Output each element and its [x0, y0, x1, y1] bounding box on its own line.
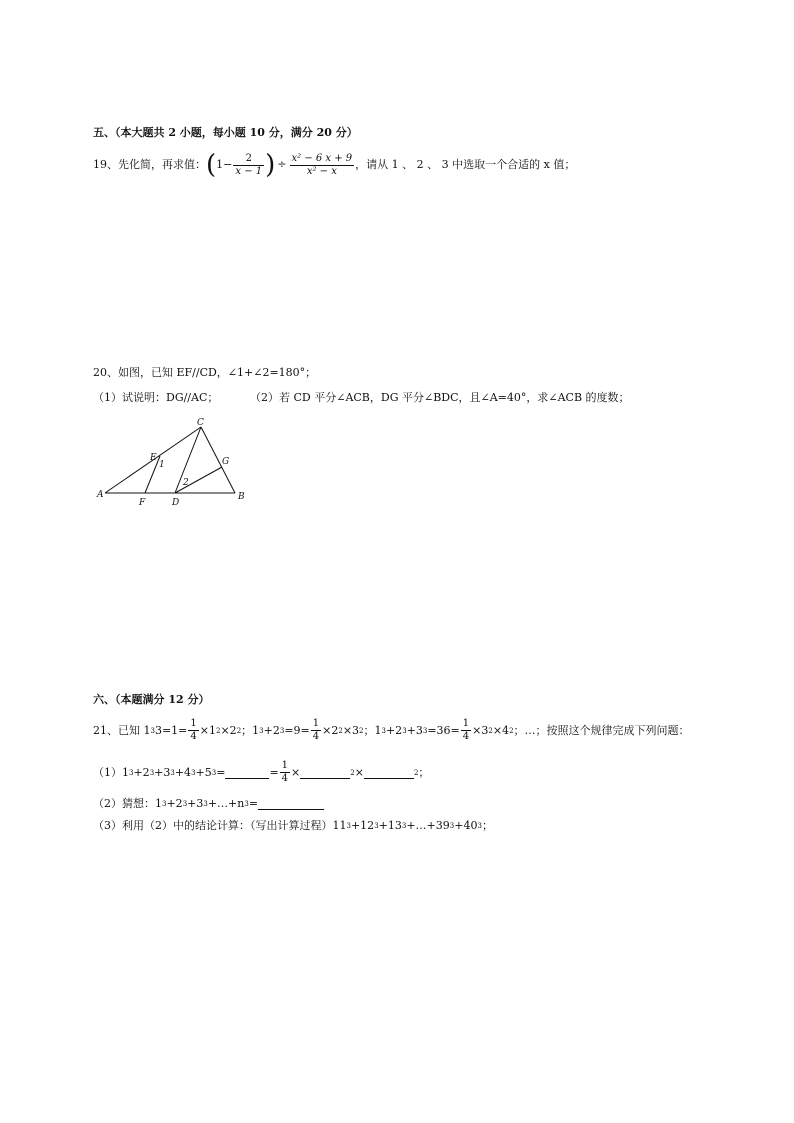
q21-text: ；1: [241, 723, 260, 737]
term: +5: [195, 765, 212, 779]
q21-p1-end: ；: [418, 765, 430, 779]
label-G: G: [222, 457, 230, 467]
term: +4: [174, 765, 192, 779]
term: +…+n: [207, 797, 245, 810]
q21-text: =36=: [427, 723, 460, 737]
line-CB: [201, 427, 235, 493]
fraction-one-quarter: [461, 718, 471, 743]
term: +2: [166, 797, 183, 810]
q19-frac1-numerator: 2: [233, 153, 264, 166]
term: +40: [454, 819, 478, 832]
q19-fraction-2: [290, 153, 355, 178]
q21-text: 3=1=: [154, 723, 188, 737]
q21-text: ×3: [472, 723, 489, 737]
q21-prefix: 21、已知 1: [93, 723, 151, 737]
q19-frac2-denominator: x² − x: [306, 165, 337, 177]
question-19: [93, 152, 575, 178]
angle-2-label: 2: [183, 478, 189, 488]
frac-den: 4: [190, 731, 197, 742]
q21-p1-label: （1）1: [93, 765, 129, 779]
q19-one-minus: 1−: [216, 158, 233, 171]
q21-p3-label: （3）利用（2）中的结论计算：（写出计算过程）11: [93, 819, 347, 832]
q19-divide: ÷: [277, 158, 287, 171]
q21-text: ×2: [220, 723, 237, 737]
term: +13: [378, 819, 402, 832]
term: +3: [187, 797, 204, 810]
q21-part2: （2）猜想：1 3 +2 3 +3 3 +…+n 3 =: [93, 797, 324, 811]
q21-text: ；…；按照这个规律完成下列问题：: [513, 723, 690, 737]
label-F: F: [139, 498, 146, 508]
frac-num: 1: [190, 718, 197, 729]
answer-blank-guess[interactable]: [258, 798, 324, 810]
term: +2: [133, 765, 150, 779]
section5-heading: 五、（本大题共 2 小题，每小题 10 分，满分 20 分）: [93, 126, 358, 139]
q19-frac2-numerator: x² − 6 x + 9: [291, 152, 353, 164]
q21-p2-label: （2）猜想：1: [93, 797, 162, 810]
frac-den: 4: [281, 773, 289, 784]
label-A: A: [97, 490, 104, 500]
q21-text: +3: [406, 723, 423, 737]
section6-heading: 六、（本题满分 12 分）: [93, 693, 210, 706]
q21-part3: （3）利用（2）中的结论计算：（写出计算过程）11 3 +12 3 +13 3 +…+39 3 +40 3 ；: [93, 819, 493, 832]
frac-den: 4: [312, 731, 320, 742]
frac-num: 1: [462, 718, 470, 729]
geometry-figure: [95, 415, 255, 510]
equals: =: [269, 765, 279, 779]
term: +12: [350, 819, 375, 832]
equals: =: [216, 765, 226, 779]
label-B: B: [238, 492, 245, 502]
q21-text: ×4: [492, 723, 510, 737]
q19-frac1-denominator: x − 1: [235, 165, 263, 177]
q19-suffix: ，请从 1 、 2 、 3 中选取一个合适的 x 值；: [355, 158, 576, 171]
q21-p3-end: ；: [481, 819, 493, 832]
times: ×: [354, 765, 364, 779]
label-E: E: [150, 453, 157, 463]
equals: =: [248, 797, 259, 810]
right-paren: ): [265, 150, 276, 180]
q21-text: ×1: [199, 723, 216, 737]
q21-text: ；1: [363, 723, 382, 737]
term: +…+39: [406, 819, 450, 832]
answer-blank-3[interactable]: [364, 767, 414, 779]
fraction-one-quarter: [311, 718, 321, 743]
label-D: D: [172, 498, 180, 508]
left-paren: (: [206, 150, 217, 180]
term: +3: [154, 765, 171, 779]
q21-part1: （1）1 3 +2 3 +3 3 +4 3 +5 3 = = $\frac{1}{4}$ × 2 × 2 ；: [93, 760, 430, 784]
angle-1-label: 1: [159, 460, 165, 470]
q21-text: +2: [263, 723, 280, 737]
q19-fraction-1: [233, 153, 264, 178]
fraction-one-quarter: [280, 760, 290, 785]
q19-prefix: 19、先化简，再求值：: [93, 158, 206, 171]
q21-intro: 21、已知 1 3 3=1= $\frac{1}{4}$ ×1 2 ×2 2 ；1 3 +2 3 =9= $\frac{1}{4}$ ×2 2 ×3 2 ；1 3 +2 3 +3 3 =36= $\frac{1}{4}$ ×3 2 ×4 2 ；…；按照这个规律完成下列问题：: [93, 718, 690, 742]
q20-intro: 20、如图，已知 EF//CD，∠1+∠2=180°；: [93, 366, 317, 379]
q21-text: =9=: [284, 723, 310, 737]
label-C: C: [197, 418, 204, 428]
q20-part2: （2）若 CD 平分∠ACB，DG 平分∠BDC，且∠A=40°，求∠ACB 的度数；: [250, 391, 630, 404]
q21-text: +2: [385, 723, 403, 737]
fraction-one-quarter: [188, 718, 198, 743]
answer-blank-2[interactable]: [300, 767, 350, 779]
answer-blank-1[interactable]: [225, 767, 269, 779]
frac-num: 1: [312, 718, 320, 729]
frac-den: 4: [462, 731, 470, 742]
q21-text: ×3: [342, 723, 360, 737]
times: ×: [291, 765, 301, 779]
q21-text: ×2: [322, 723, 339, 737]
q20-part1: （1）试说明：DG//AC；: [93, 391, 219, 404]
frac-num: 1: [281, 760, 289, 771]
